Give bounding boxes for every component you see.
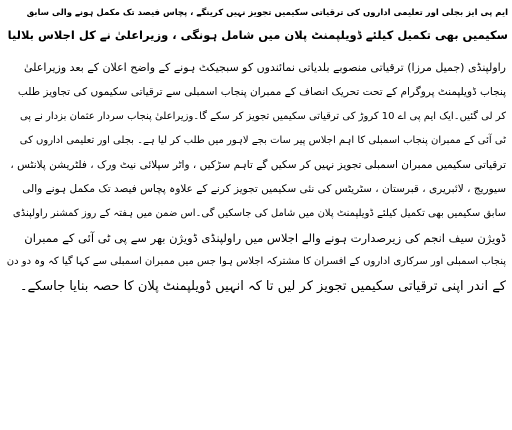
headline-line: ایم پی ایز بجلی اور تعلیمی اداروں کی ترقیاتی سکیمیں تجویز نہیں کرینگے ، پچاس فیصد تک مکمل ہونے والی سابق bbox=[26, 8, 508, 18]
body-line: کے اندر اپنی ترقیاتی سکیمیں تجویز کر لیں تا کہ انہیں ڈویلپمنٹ پلان کا حصہ بنایا جاسکے۔ bbox=[19, 278, 506, 294]
body-line: کر لی گئیں۔ایک ایم پی اے 10 کروڑ کی ترقیاتی سکیمیں تجویز کر سکے گا۔وزیراعلیٰ پنجاب سردار عثمان بزدار نے پی bbox=[19, 110, 506, 122]
headline bbox=[0, 0, 512, 46]
body-line: سیوریج ، لائبریری ، قبرستان ، سٹریٹس کی نئی سکیمیں تجویز کرنے کے علاوہ پچاس فیصد تک مکمل ہونے والی bbox=[22, 183, 506, 196]
body-line: ٹی آئی کے ممبران پنجاب اسمبلی کا اہم اجلاس پیر سات بجے لاہور میں طلب کر لیا ہے۔ بجلی اور تعلیمی اداروں کی bbox=[19, 134, 506, 146]
body-line: پنجاب ڈویلپمنٹ پروگرام کے تحت تحریک انصاف کے ممبران پنجاب اسمبلی سے ترقیاتی سکیموں کی تجاویز طلب bbox=[17, 86, 506, 99]
body-line: راولپنڈی (جمیل مرزا) ترقیاتی منصوبے بلدیاتی نمائندوں کو سبجیکٹ ہونے کے واضح اعلان کے بعد وزیراعلیٰ bbox=[23, 61, 506, 74]
headline-line: سکیمیں بھی تکمیل کیلئے ڈویلپمنٹ پلان میں شامل ہونگی ، وزیراعلیٰ نے کل اجلاس بلالیا bbox=[7, 28, 508, 42]
article-body bbox=[0, 46, 512, 299]
body-line: پنجاب اسمبلی اور سرکاری اداروں کے افسران کا مشترکہ اجلاس ہوا جس میں ممبران اسمبلی سے کہا گیا کہ وہ دو دن bbox=[6, 256, 506, 268]
body-line: ڈویژن سیف انجم کی زیرصدارت ہونے والے اجلاس میں راولپنڈی ڈویژن بھر سے پی ٹی آئی کے ممبران bbox=[24, 231, 506, 246]
body-line: ترقیاتی سکیمیں ممبران اسمبلی تجویز نہیں کر سکیں گے تاہم سڑکیں ، واٹر سپلائی نیٹ ورک ، فلٹریشن پلانٹس ، bbox=[10, 159, 506, 172]
body-line: سابق سکیمیں بھی تکمیل کیلئے ڈویلپمنٹ پلان میں شامل کی جاسکیں گی۔اس ضمن میں ہفتہ کے روز کمشنر راولپنڈی bbox=[12, 207, 506, 219]
